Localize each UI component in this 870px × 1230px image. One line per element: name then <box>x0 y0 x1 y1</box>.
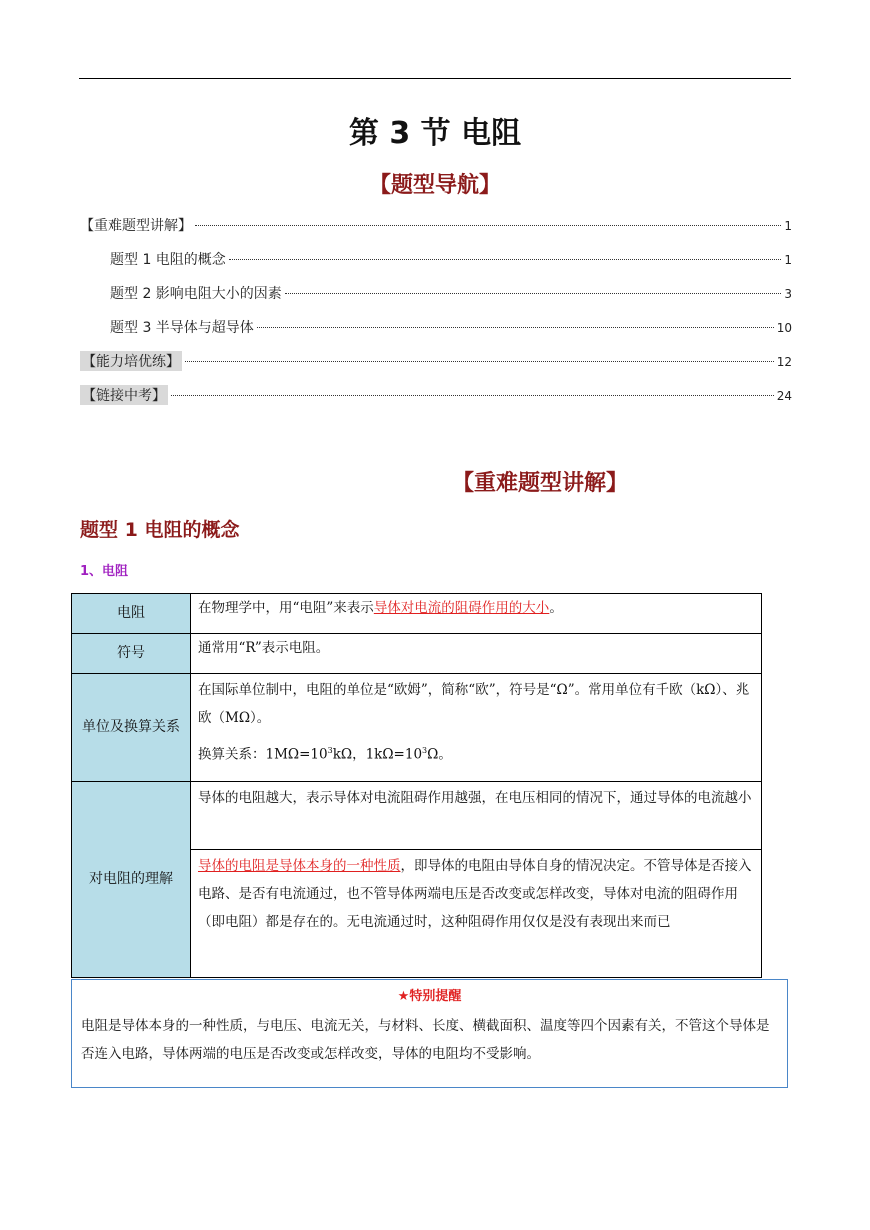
toc-leader <box>195 225 781 226</box>
row-header: 对电阻的理解 <box>72 782 191 978</box>
row-header: 单位及换算关系 <box>72 674 191 782</box>
row-content <box>191 594 762 634</box>
toc-leader <box>257 327 774 328</box>
nav-title: 【题型导航】 <box>368 173 501 198</box>
text-run: Ω。 <box>427 746 452 763</box>
toc-leader <box>285 293 782 294</box>
toc-entry-page: 10 <box>776 321 792 335</box>
table-row <box>72 634 762 674</box>
text-run: ，即导体的电阻由导体自身的情况决定。不管导体是否接入电路、是否有电流通过，也不管导体两端电压是否改变或怎样改变，导体对电流的阻碍作用（即电阻）都是存在的。无电流通过时，这种阻碍作用仅仅是没有表现出来而已 <box>198 858 752 930</box>
row-header: 符号 <box>72 634 191 674</box>
toc-entry-label: 题型 1 电阻的概念 <box>110 252 226 268</box>
toc-entry-page: 1 <box>784 219 792 233</box>
toc-entry-label: 【重难题型讲解】 <box>80 218 192 234</box>
row-content: 导体的电阻越大，表示导体对电流阻碍作用越强，在电压相同的情况下，通过导体的电流越小 <box>191 782 762 850</box>
reminder-text: 电阻是导体本身的一种性质，与电压、电流无关，与材料、长度、横截面积、温度等四个因素有关，不管这个导体是否连入电路，导体两端的电压是否改变或怎样改变，导体的电阻均不受影响。 <box>81 1018 770 1062</box>
toc-entry-label: 【链接中考】 <box>80 385 168 405</box>
reminder-title: ★特别提醒 <box>397 989 462 1004</box>
table-row <box>72 782 762 850</box>
special-reminder-box <box>71 979 788 1088</box>
toc-entry-page: 3 <box>784 287 792 301</box>
toc-entry-page: 12 <box>776 355 792 369</box>
text-run: 。 <box>549 600 563 616</box>
toc-leader <box>229 259 782 260</box>
toc-entry[interactable] <box>80 317 792 351</box>
unit-conversion <box>198 738 755 768</box>
sub-heading: 1、电阻 <box>80 564 129 579</box>
text-run: 换算关系：1MΩ=10 <box>198 746 328 763</box>
exponent: 3 <box>422 746 428 755</box>
exponent: 3 <box>327 746 333 755</box>
row-content: 通常用“R”表示电阻。 <box>191 634 762 674</box>
underlined-keyword: 导体的电阻是导体本身的一种性质 <box>198 858 401 874</box>
toc-entry-page: 24 <box>776 389 792 403</box>
row-content <box>191 850 762 978</box>
section-heading: 【重难题型讲解】 <box>451 471 628 496</box>
toc-entry[interactable] <box>80 385 792 419</box>
toc-entry[interactable] <box>80 283 792 317</box>
row-header: 电阻 <box>72 594 191 634</box>
text-run: 在物理学中，用“电阻”来表示 <box>198 600 374 616</box>
toc-leader <box>171 395 774 396</box>
row-content <box>191 674 762 782</box>
toc-entry-label: 【能力培优练】 <box>80 351 182 371</box>
toc-entry-label: 题型 2 影响电阻大小的因素 <box>110 286 282 302</box>
toc-entry[interactable] <box>80 249 792 283</box>
table-row <box>72 674 762 782</box>
type-heading: 题型 1 电阻的概念 <box>80 519 240 541</box>
table-of-contents <box>80 215 792 419</box>
toc-leader <box>185 361 774 362</box>
toc-entry-page: 1 <box>784 253 792 267</box>
underlined-keyword: 导体对电流的阻碍作用的大小 <box>373 600 550 616</box>
page-title: 第 3 节 电阻 <box>348 116 522 151</box>
header-rule <box>79 78 791 79</box>
resistance-concept-table <box>71 593 762 978</box>
toc-entry[interactable] <box>80 215 792 249</box>
text-run: kΩ，1kΩ=10 <box>332 746 423 763</box>
toc-entry-label: 题型 3 半导体与超导体 <box>110 320 254 336</box>
units-definition: 在国际单位制中，电阻的单位是“欧姆”，简称“欧”，符号是“Ω”。常用单位有千欧（kΩ）、兆欧（MΩ）。 <box>198 682 750 726</box>
table-row <box>72 594 762 634</box>
toc-entry[interactable] <box>80 351 792 385</box>
